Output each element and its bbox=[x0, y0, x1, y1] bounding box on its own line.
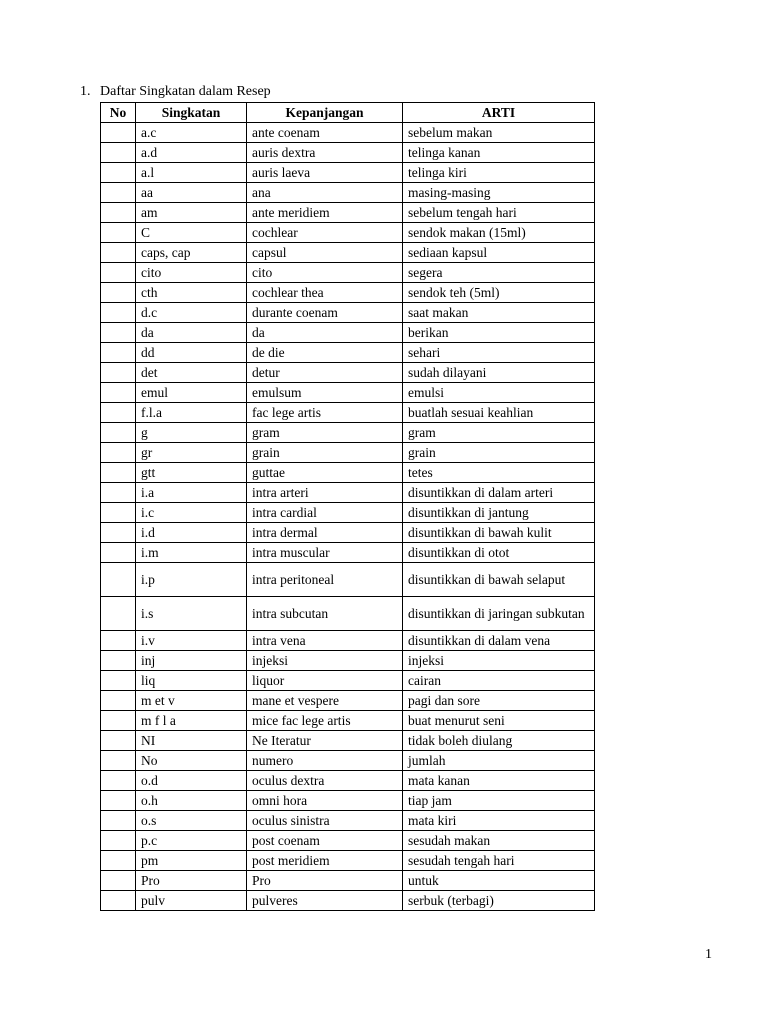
cell-no bbox=[101, 731, 136, 751]
cell-no bbox=[101, 243, 136, 263]
cell-meaning: sebelum makan bbox=[403, 123, 595, 143]
table-row bbox=[101, 343, 595, 363]
table-row bbox=[101, 631, 595, 651]
cell-abbreviation: aa bbox=[136, 183, 247, 203]
cell-no bbox=[101, 543, 136, 563]
header-singkatan: Singkatan bbox=[136, 103, 247, 123]
cell-meaning: mata kiri bbox=[403, 811, 595, 831]
cell-no bbox=[101, 463, 136, 483]
cell-expansion: oculus dextra bbox=[247, 771, 403, 791]
cell-no bbox=[101, 143, 136, 163]
cell-no bbox=[101, 651, 136, 671]
cell-abbreviation: f.l.a bbox=[136, 403, 247, 423]
cell-no bbox=[101, 791, 136, 811]
cell-expansion: auris laeva bbox=[247, 163, 403, 183]
header-kepanjangan: Kepanjangan bbox=[247, 103, 403, 123]
table-row bbox=[101, 303, 595, 323]
cell-expansion: Pro bbox=[247, 871, 403, 891]
cell-expansion: numero bbox=[247, 751, 403, 771]
cell-abbreviation: i.d bbox=[136, 523, 247, 543]
table-header-row bbox=[101, 103, 595, 123]
cell-abbreviation: pm bbox=[136, 851, 247, 871]
cell-abbreviation: dd bbox=[136, 343, 247, 363]
cell-expansion: intra cardial bbox=[247, 503, 403, 523]
cell-meaning: telinga kanan bbox=[403, 143, 595, 163]
cell-meaning: disuntikkan di jantung bbox=[403, 503, 595, 523]
cell-expansion: mane et vespere bbox=[247, 691, 403, 711]
cell-abbreviation: i.v bbox=[136, 631, 247, 651]
cell-no bbox=[101, 483, 136, 503]
cell-expansion: guttae bbox=[247, 463, 403, 483]
cell-no bbox=[101, 691, 136, 711]
header-arti: ARTI bbox=[403, 103, 595, 123]
table-row bbox=[101, 751, 595, 771]
cell-expansion: ante meridiem bbox=[247, 203, 403, 223]
table-row bbox=[101, 123, 595, 143]
table-row bbox=[101, 771, 595, 791]
cell-expansion: ana bbox=[247, 183, 403, 203]
page-number: 1 bbox=[705, 947, 712, 962]
table-row bbox=[101, 597, 595, 631]
cell-no bbox=[101, 163, 136, 183]
cell-abbreviation: p.c bbox=[136, 831, 247, 851]
cell-meaning: sebelum tengah hari bbox=[403, 203, 595, 223]
table-row bbox=[101, 711, 595, 731]
cell-meaning: tetes bbox=[403, 463, 595, 483]
cell-no bbox=[101, 891, 136, 911]
cell-no bbox=[101, 383, 136, 403]
cell-expansion: grain bbox=[247, 443, 403, 463]
cell-abbreviation: i.s bbox=[136, 597, 247, 631]
cell-expansion: Ne Iteratur bbox=[247, 731, 403, 751]
table-row bbox=[101, 831, 595, 851]
cell-no bbox=[101, 183, 136, 203]
cell-no bbox=[101, 597, 136, 631]
cell-abbreviation: cth bbox=[136, 283, 247, 303]
cell-expansion: cochlear bbox=[247, 223, 403, 243]
cell-expansion: da bbox=[247, 323, 403, 343]
table-row bbox=[101, 731, 595, 751]
cell-expansion: de die bbox=[247, 343, 403, 363]
table-row bbox=[101, 163, 595, 183]
cell-expansion: cochlear thea bbox=[247, 283, 403, 303]
cell-abbreviation: Pro bbox=[136, 871, 247, 891]
cell-no bbox=[101, 403, 136, 423]
cell-expansion: pulveres bbox=[247, 891, 403, 911]
table-body bbox=[101, 123, 595, 911]
cell-abbreviation: No bbox=[136, 751, 247, 771]
cell-no bbox=[101, 443, 136, 463]
cell-no bbox=[101, 283, 136, 303]
table-row bbox=[101, 363, 595, 383]
cell-no bbox=[101, 771, 136, 791]
cell-expansion: fac lege artis bbox=[247, 403, 403, 423]
cell-no bbox=[101, 831, 136, 851]
cell-meaning: segera bbox=[403, 263, 595, 283]
cell-abbreviation: o.h bbox=[136, 791, 247, 811]
table-row bbox=[101, 543, 595, 563]
cell-meaning: mata kanan bbox=[403, 771, 595, 791]
cell-expansion: post coenam bbox=[247, 831, 403, 851]
table-row bbox=[101, 243, 595, 263]
cell-expansion: emulsum bbox=[247, 383, 403, 403]
cell-meaning: disuntikkan di dalam vena bbox=[403, 631, 595, 651]
cell-abbreviation: i.m bbox=[136, 543, 247, 563]
cell-abbreviation: cito bbox=[136, 263, 247, 283]
cell-meaning: serbuk (terbagi) bbox=[403, 891, 595, 911]
cell-abbreviation: liq bbox=[136, 671, 247, 691]
cell-meaning: disuntikkan di dalam arteri bbox=[403, 483, 595, 503]
table-row bbox=[101, 403, 595, 423]
cell-no bbox=[101, 751, 136, 771]
cell-abbreviation: i.c bbox=[136, 503, 247, 523]
cell-abbreviation: m f l a bbox=[136, 711, 247, 731]
cell-meaning: injeksi bbox=[403, 651, 595, 671]
table-row bbox=[101, 851, 595, 871]
cell-expansion: durante coenam bbox=[247, 303, 403, 323]
table-row bbox=[101, 143, 595, 163]
cell-meaning: tidak boleh diulang bbox=[403, 731, 595, 751]
cell-expansion: intra vena bbox=[247, 631, 403, 651]
table-row bbox=[101, 563, 595, 597]
cell-meaning: telinga kiri bbox=[403, 163, 595, 183]
cell-expansion: ante coenam bbox=[247, 123, 403, 143]
table-row bbox=[101, 263, 595, 283]
cell-expansion: auris dextra bbox=[247, 143, 403, 163]
cell-expansion: mice fac lege artis bbox=[247, 711, 403, 731]
table-row bbox=[101, 811, 595, 831]
cell-abbreviation: d.c bbox=[136, 303, 247, 323]
cell-meaning: jumlah bbox=[403, 751, 595, 771]
table-row bbox=[101, 283, 595, 303]
cell-abbreviation: g bbox=[136, 423, 247, 443]
cell-meaning: sendok makan (15ml) bbox=[403, 223, 595, 243]
cell-meaning: cairan bbox=[403, 671, 595, 691]
cell-meaning: pagi dan sore bbox=[403, 691, 595, 711]
cell-abbreviation: inj bbox=[136, 651, 247, 671]
cell-meaning: emulsi bbox=[403, 383, 595, 403]
cell-meaning: sudah dilayani bbox=[403, 363, 595, 383]
cell-no bbox=[101, 563, 136, 597]
table-row bbox=[101, 523, 595, 543]
table-row bbox=[101, 183, 595, 203]
cell-meaning: sehari bbox=[403, 343, 595, 363]
table-row bbox=[101, 483, 595, 503]
cell-meaning: buat menurut seni bbox=[403, 711, 595, 731]
cell-no bbox=[101, 123, 136, 143]
cell-no bbox=[101, 871, 136, 891]
section-heading bbox=[80, 84, 271, 100]
table-row bbox=[101, 203, 595, 223]
cell-abbreviation: i.a bbox=[136, 483, 247, 503]
cell-no bbox=[101, 503, 136, 523]
cell-abbreviation: NI bbox=[136, 731, 247, 751]
cell-no bbox=[101, 323, 136, 343]
cell-expansion: cito bbox=[247, 263, 403, 283]
cell-abbreviation: gr bbox=[136, 443, 247, 463]
cell-meaning: untuk bbox=[403, 871, 595, 891]
cell-no bbox=[101, 711, 136, 731]
cell-abbreviation: o.s bbox=[136, 811, 247, 831]
table-row bbox=[101, 691, 595, 711]
cell-abbreviation: da bbox=[136, 323, 247, 343]
cell-meaning: disuntikkan di jaringan subkutan bbox=[403, 597, 595, 631]
cell-abbreviation: gtt bbox=[136, 463, 247, 483]
table-row bbox=[101, 323, 595, 343]
cell-abbreviation: i.p bbox=[136, 563, 247, 597]
cell-abbreviation: a.l bbox=[136, 163, 247, 183]
cell-meaning: masing-masing bbox=[403, 183, 595, 203]
table-row bbox=[101, 443, 595, 463]
cell-expansion: liquor bbox=[247, 671, 403, 691]
cell-meaning: berikan bbox=[403, 323, 595, 343]
cell-meaning: sesudah makan bbox=[403, 831, 595, 851]
cell-meaning: disuntikkan di bawah kulit bbox=[403, 523, 595, 543]
cell-meaning: disuntikkan di bawah selaput bbox=[403, 563, 595, 597]
cell-expansion: gram bbox=[247, 423, 403, 443]
section-number: 1. bbox=[80, 84, 91, 99]
cell-abbreviation: am bbox=[136, 203, 247, 223]
cell-no bbox=[101, 203, 136, 223]
cell-expansion: detur bbox=[247, 363, 403, 383]
table-row bbox=[101, 423, 595, 443]
cell-expansion: intra dermal bbox=[247, 523, 403, 543]
table-row bbox=[101, 791, 595, 811]
cell-no bbox=[101, 423, 136, 443]
cell-expansion: intra muscular bbox=[247, 543, 403, 563]
table-row bbox=[101, 223, 595, 243]
cell-no bbox=[101, 631, 136, 651]
cell-abbreviation: det bbox=[136, 363, 247, 383]
cell-no bbox=[101, 343, 136, 363]
cell-meaning: sediaan kapsul bbox=[403, 243, 595, 263]
cell-no bbox=[101, 363, 136, 383]
cell-expansion: injeksi bbox=[247, 651, 403, 671]
table-row bbox=[101, 463, 595, 483]
header-no: No bbox=[101, 103, 136, 123]
table-row bbox=[101, 891, 595, 911]
cell-meaning: sendok teh (5ml) bbox=[403, 283, 595, 303]
cell-meaning: buatlah sesuai keahlian bbox=[403, 403, 595, 423]
cell-meaning: grain bbox=[403, 443, 595, 463]
cell-abbreviation: o.d bbox=[136, 771, 247, 791]
cell-no bbox=[101, 263, 136, 283]
cell-expansion: intra arteri bbox=[247, 483, 403, 503]
cell-meaning: tiap jam bbox=[403, 791, 595, 811]
cell-meaning: saat makan bbox=[403, 303, 595, 323]
cell-meaning: disuntikkan di otot bbox=[403, 543, 595, 563]
cell-no bbox=[101, 671, 136, 691]
cell-abbreviation: caps, cap bbox=[136, 243, 247, 263]
cell-no bbox=[101, 523, 136, 543]
cell-abbreviation: C bbox=[136, 223, 247, 243]
cell-abbreviation: pulv bbox=[136, 891, 247, 911]
cell-no bbox=[101, 851, 136, 871]
cell-expansion: capsul bbox=[247, 243, 403, 263]
cell-expansion: omni hora bbox=[247, 791, 403, 811]
cell-no bbox=[101, 223, 136, 243]
cell-abbreviation: emul bbox=[136, 383, 247, 403]
cell-no bbox=[101, 811, 136, 831]
cell-abbreviation: a.d bbox=[136, 143, 247, 163]
cell-abbreviation: m et v bbox=[136, 691, 247, 711]
cell-expansion: intra subcutan bbox=[247, 597, 403, 631]
cell-no bbox=[101, 303, 136, 323]
cell-expansion: post meridiem bbox=[247, 851, 403, 871]
table-row bbox=[101, 503, 595, 523]
section-title: Daftar Singkatan dalam Resep bbox=[100, 84, 271, 99]
table-row bbox=[101, 871, 595, 891]
cell-expansion: intra peritoneal bbox=[247, 563, 403, 597]
table-row bbox=[101, 651, 595, 671]
cell-meaning: gram bbox=[403, 423, 595, 443]
table-row bbox=[101, 383, 595, 403]
table-row bbox=[101, 671, 595, 691]
abbreviation-table bbox=[100, 102, 595, 911]
cell-abbreviation: a.c bbox=[136, 123, 247, 143]
cell-expansion: oculus sinistra bbox=[247, 811, 403, 831]
cell-meaning: sesudah tengah hari bbox=[403, 851, 595, 871]
